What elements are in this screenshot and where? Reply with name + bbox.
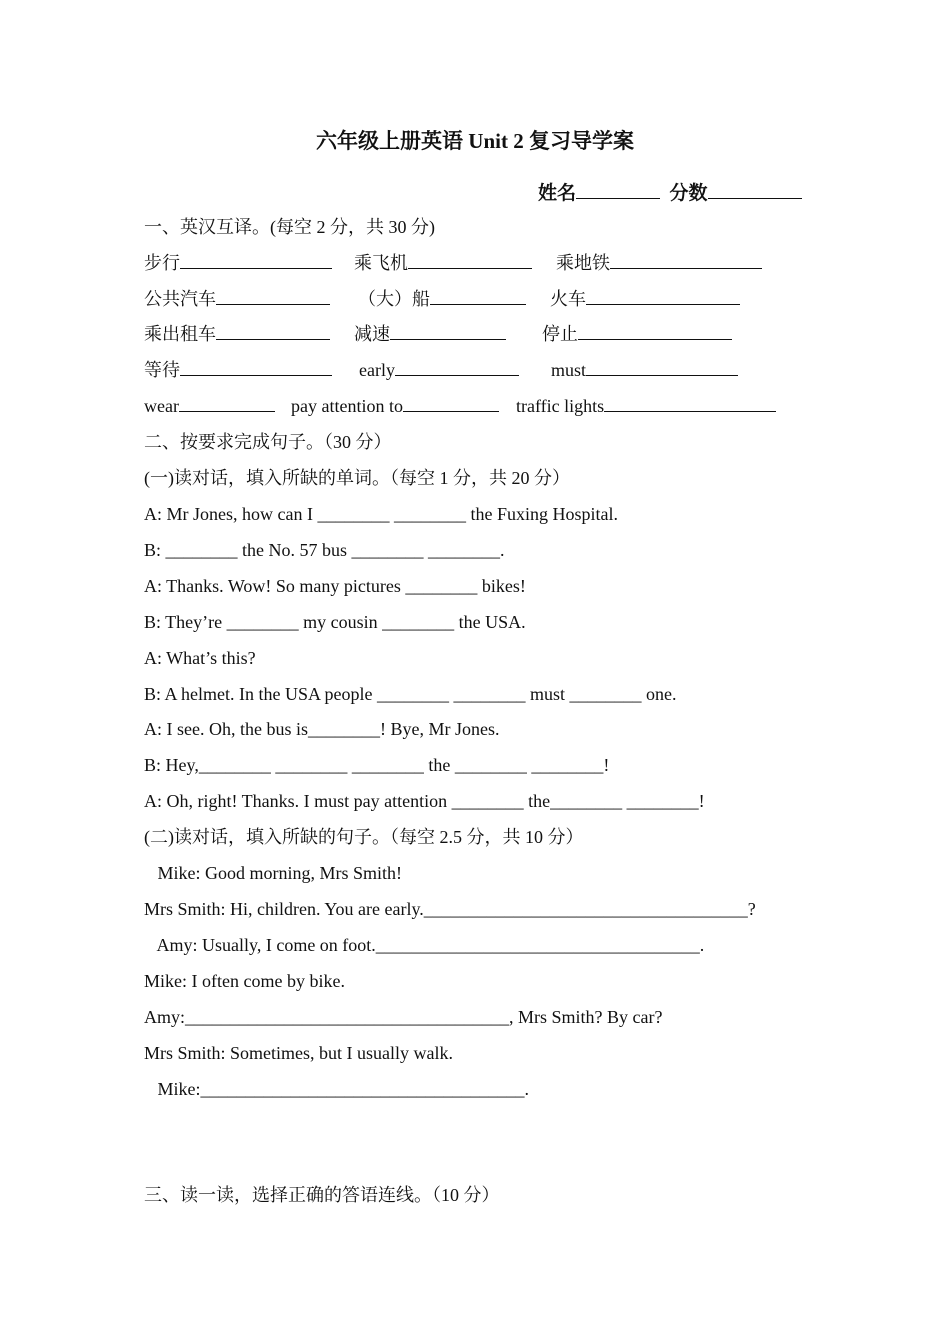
answer-blank[interactable] xyxy=(179,395,275,412)
section3-heading: 三、读一读，选择正确的答语连线。（10 分） xyxy=(144,1185,500,1205)
answer-blank[interactable] xyxy=(216,323,330,340)
section2-heading: 二、按要求完成句子。（30 分） xyxy=(144,432,392,452)
vocab-item: pay attention to xyxy=(291,395,499,417)
page-title: 六年级上册英语 Unit 2 复习导学案 xyxy=(316,129,634,153)
dialogue-line: Mrs Smith: Hi, children. You are early.____________________________________? xyxy=(144,899,756,919)
vocab-item: （大）船 xyxy=(358,288,526,310)
dialogue-line: Amy:____________________________________, Mrs Smith? By car? xyxy=(144,1007,663,1027)
dialogue-line: B: ________ the No. 57 bus ________ ________. xyxy=(144,540,505,560)
vocab-item: 乘地铁 xyxy=(556,252,762,274)
vocab-item: 停止 xyxy=(542,323,732,345)
part2-heading: (二)读对话，填入所缺的句子。（每空 2.5 分，共 10 分） xyxy=(144,827,584,847)
answer-blank[interactable] xyxy=(390,323,506,340)
vocab-item: wear xyxy=(144,395,275,417)
dialogue-line: A: Oh, right! Thanks. I must pay attention ________ the________ ________! xyxy=(144,791,705,811)
section1-heading: 一、英汉互译。(每空 2 分，共 30 分) xyxy=(144,217,435,237)
dialogue-line: B: Hey,________ ________ ________ the ________ ________! xyxy=(144,755,610,775)
dialogue-line: Mike: I often come by bike. xyxy=(144,971,345,991)
answer-blank[interactable] xyxy=(395,359,519,376)
answer-blank[interactable] xyxy=(180,252,332,269)
answer-blank[interactable] xyxy=(604,395,776,412)
vocab-item: must xyxy=(551,359,738,381)
answer-blank[interactable] xyxy=(408,252,532,269)
dialogue-line: B: They’re ________ my cousin ________ the USA. xyxy=(144,612,526,632)
dialogue-line: Mike:____________________________________. xyxy=(144,1079,529,1099)
score-label: 分数 xyxy=(669,183,708,204)
dialogue-line: Mrs Smith: Sometimes, but I usually walk. xyxy=(144,1043,453,1063)
vocab-item: 乘飞机 xyxy=(354,252,532,274)
vocab-item: 等待 xyxy=(144,359,332,381)
name-label: 姓名 xyxy=(538,183,577,204)
dialogue-line: Amy: Usually, I come on foot.____________________________________. xyxy=(144,935,705,955)
name-blank[interactable] xyxy=(576,180,660,199)
vocab-item: 步行 xyxy=(144,252,332,274)
vocab-item: early xyxy=(359,359,519,381)
answer-blank[interactable] xyxy=(586,288,740,305)
answer-blank[interactable] xyxy=(216,288,330,305)
dialogue-line: A: Thanks. Wow! So many pictures ________ bikes! xyxy=(144,576,526,596)
name-score-row xyxy=(538,178,802,205)
answer-blank[interactable] xyxy=(586,359,738,376)
answer-blank[interactable] xyxy=(610,252,762,269)
answer-blank[interactable] xyxy=(430,288,526,305)
part1-heading: (一)读对话，填入所缺的单词。（每空 1 分，共 20 分） xyxy=(144,468,570,488)
dialogue-line: B: A helmet. In the USA people ________ ________ must ________ one. xyxy=(144,684,677,704)
answer-blank[interactable] xyxy=(578,323,732,340)
score-blank[interactable] xyxy=(708,180,802,199)
dialogue-line: A: Mr Jones, how can I ________ ________ the Fuxing Hospital. xyxy=(144,504,618,524)
vocab-item: 乘出租车 xyxy=(144,323,330,345)
vocab-item: traffic lights xyxy=(516,395,776,417)
dialogue-line: Mike: Good morning, Mrs Smith! xyxy=(144,863,403,883)
vocab-item: 减速 xyxy=(354,323,506,345)
vocab-item: 火车 xyxy=(550,288,740,310)
dialogue-line: A: What’s this? xyxy=(144,648,256,668)
answer-blank[interactable] xyxy=(180,359,332,376)
dialogue-line: A: I see. Oh, the bus is________! Bye, Mr Jones. xyxy=(144,719,500,739)
vocab-item: 公共汽车 xyxy=(144,288,330,310)
answer-blank[interactable] xyxy=(403,395,499,412)
